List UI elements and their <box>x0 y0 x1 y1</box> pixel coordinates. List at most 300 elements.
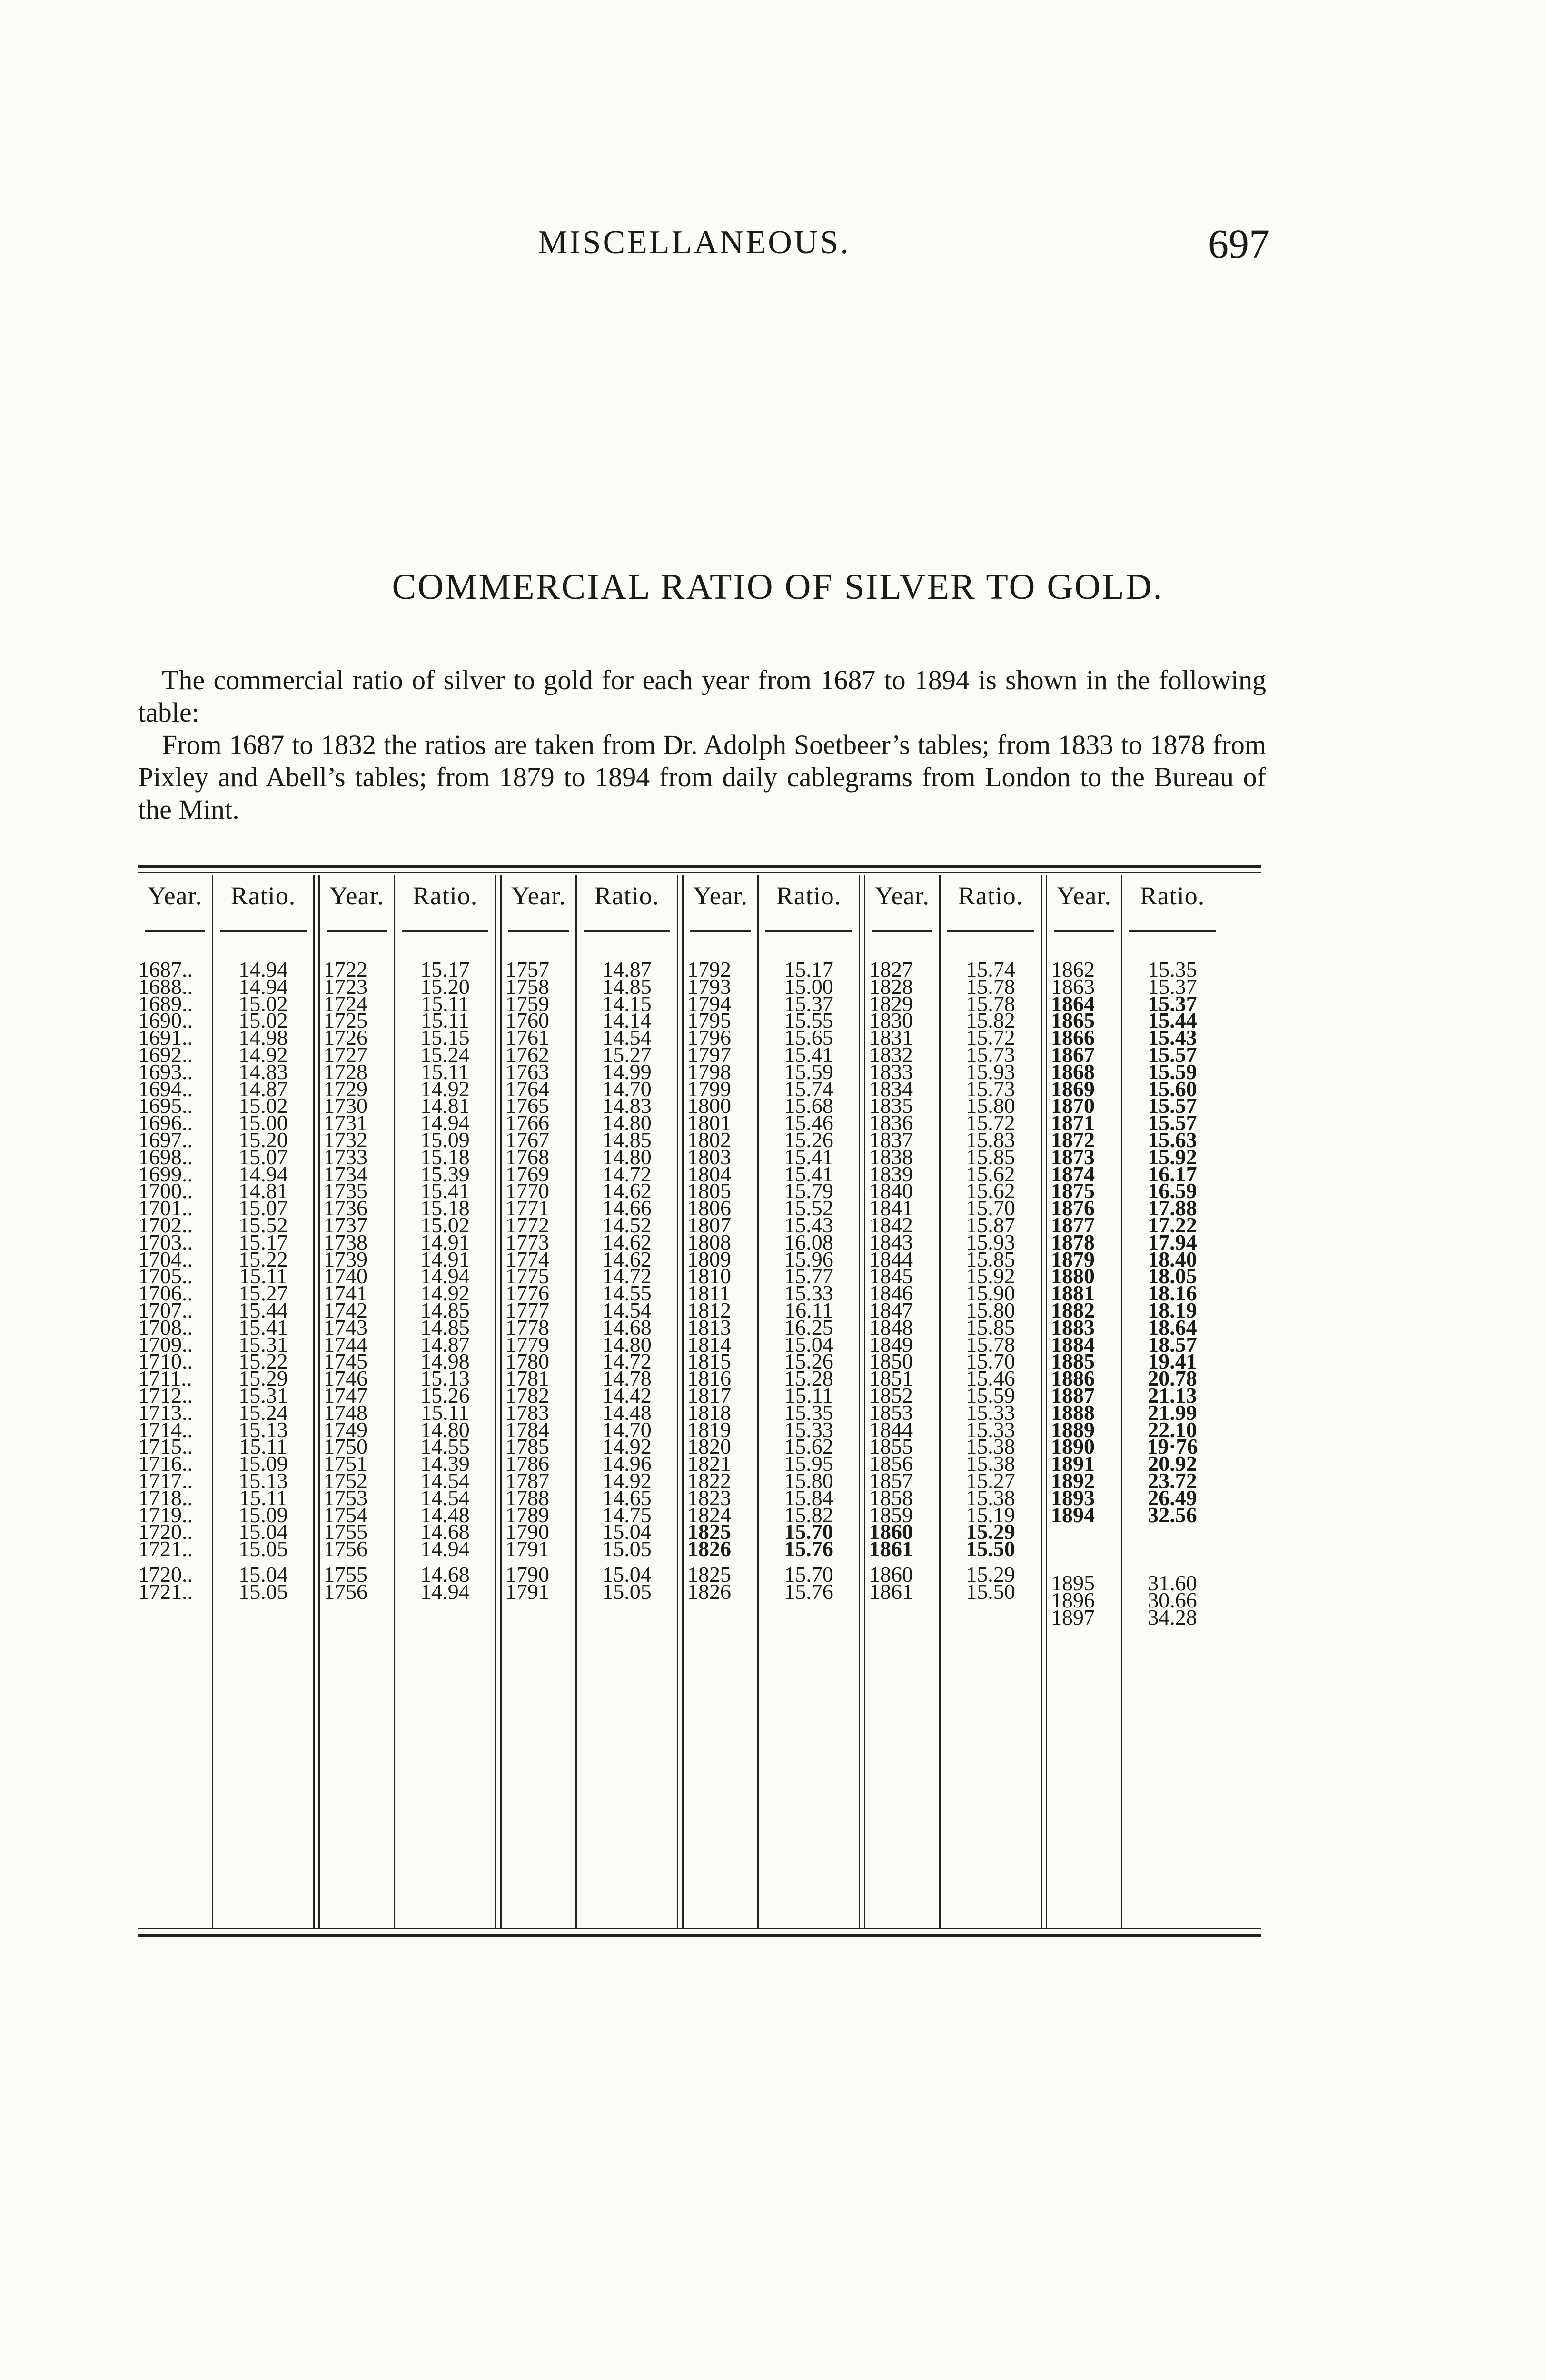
ratio-cell: 15.02 <box>238 1093 288 1118</box>
year-cell: 1796 <box>687 1025 731 1050</box>
ratio-cell: 18.40 <box>1148 1247 1197 1271</box>
ratio-cell: 15.38 <box>966 1434 1015 1459</box>
ratio-cell: 15.85 <box>966 1315 1015 1339</box>
year-cell: 1802 <box>687 1127 731 1152</box>
ratio-cell: 14.62 <box>602 1230 652 1254</box>
ratio-extra-values <box>759 1562 859 1604</box>
year-cell: 1868 <box>1051 1059 1095 1084</box>
ratio-column <box>394 875 495 1928</box>
ratio-cell: 15.15 <box>420 1025 470 1050</box>
ratio-cell: 17.94 <box>1148 1230 1197 1254</box>
ratio-cell: 15.29 <box>238 1366 288 1391</box>
header-underline <box>947 930 1034 932</box>
year-cell: 1704.. <box>138 1247 193 1271</box>
ratio-cell: 15.85 <box>966 1144 1015 1169</box>
year-cell: 1793 <box>687 974 731 999</box>
year-cell: 1741 <box>324 1281 367 1306</box>
ratio-cell: 15.41 <box>784 1161 833 1186</box>
table-bottom-rule-thin <box>138 1928 1261 1929</box>
ratio-values <box>759 957 859 1561</box>
year-cell: 1888 <box>1051 1400 1095 1425</box>
year-cell: 1750 <box>324 1434 367 1459</box>
year-cell: 1886 <box>1051 1366 1095 1391</box>
year-cell: 1758 <box>505 974 549 999</box>
year-cell: 1730 <box>324 1093 367 1118</box>
ratio-cell: 14.94 <box>238 1161 288 1186</box>
intro-paragraph-2: From 1687 to 1832 the ratios are taken from Dr. Adolph Soetbeer’s tables; from 1833 to 1878 from Pixley and Abell’s tables; from 1879 to 1894 from daily cablegrams from London to the Bureau of the Mint. <box>138 729 1266 825</box>
year-cell: 1801 <box>687 1111 731 1135</box>
year-cell: 1776 <box>505 1281 549 1306</box>
year-cell: 1834 <box>869 1076 913 1101</box>
ratio-cell: 15.17 <box>238 1230 288 1254</box>
ratio-cell: 15.17 <box>784 957 833 982</box>
year-cell: 1755 <box>324 1519 367 1544</box>
year-cell: 1711.. <box>138 1366 192 1391</box>
ratio-cell: 15.92 <box>1148 1144 1197 1169</box>
year-cell: 1732 <box>324 1127 367 1152</box>
year-cell: 1805 <box>687 1179 731 1203</box>
ratio-cell: 15.93 <box>966 1059 1015 1084</box>
table-top-rule-thin <box>138 872 1261 873</box>
year-cell: 1706.. <box>138 1281 193 1306</box>
ratio-cell: 15.70 <box>784 1519 833 1544</box>
ratio-cell: 15.31 <box>238 1332 288 1357</box>
ratio-cell: 15.13 <box>238 1417 288 1442</box>
column-group-4 <box>677 875 859 1928</box>
ratio-cell: 15.20 <box>420 974 470 999</box>
year-cell: 1869 <box>1051 1076 1095 1101</box>
year-cell: 1877 <box>1051 1212 1095 1237</box>
ratio-cell: 20.78 <box>1148 1366 1197 1391</box>
year-cell: 1824 <box>687 1502 731 1527</box>
ratio-cell: 15.93 <box>966 1230 1015 1254</box>
ratio-extra-values <box>395 1562 495 1604</box>
year-cell: 1688.. <box>138 974 193 999</box>
year-cell: 1748 <box>324 1400 367 1425</box>
ratio-cell: 14.62 <box>602 1247 652 1271</box>
year-cell: 1719.. <box>138 1502 193 1527</box>
ratio-cell: 14.85 <box>602 1127 652 1152</box>
ratio-cell: 15.57 <box>1148 1093 1197 1118</box>
ratio-extra-values <box>1122 1570 1222 1629</box>
year-cell: 1879 <box>1051 1247 1095 1271</box>
ratio-cell: 14.54 <box>602 1298 652 1322</box>
year-cell: 1806 <box>687 1196 731 1220</box>
year-cell: 1718.. <box>138 1485 193 1510</box>
ratio-cell: 15.13 <box>420 1366 470 1391</box>
ratio-cell: 14.72 <box>602 1349 652 1374</box>
ratio-cell: 15.26 <box>784 1349 833 1374</box>
year-cell: 1687.. <box>138 957 193 982</box>
ratio-cell: 15.41 <box>784 1042 833 1067</box>
ratio-cell: 15.63 <box>1148 1127 1197 1152</box>
ratio-cell: 15.29 <box>966 1519 1015 1544</box>
ratio-cell: 18.64 <box>1148 1315 1197 1339</box>
year-cell: 1705.. <box>138 1264 193 1289</box>
year-cell: 1777 <box>505 1298 549 1322</box>
year-cell: 1774 <box>505 1247 549 1271</box>
year-cell: 1734 <box>324 1161 367 1186</box>
year-column <box>138 875 212 1928</box>
header-underline <box>1054 930 1114 932</box>
year-cell: 1714.. <box>138 1417 193 1442</box>
year-cell: 1804 <box>687 1161 731 1186</box>
ratio-cell: 15.74 <box>966 957 1015 982</box>
ratio-cell: 15.92 <box>966 1264 1015 1289</box>
ratio-cell: 15.35 <box>784 1400 833 1425</box>
year-cell: 1881 <box>1051 1281 1095 1306</box>
ratio-cell: 15.00 <box>238 1111 288 1135</box>
ratio-cell: 15.96 <box>784 1247 833 1271</box>
ratio-cell: 32.56 <box>1148 1502 1197 1527</box>
table-top-rule <box>138 865 1261 868</box>
year-cell: 1839 <box>869 1161 913 1186</box>
ratio-cell: 14.87 <box>602 957 652 982</box>
table-bottom-rule <box>138 1934 1261 1937</box>
ratio-cell: 15.78 <box>966 1332 1015 1357</box>
ratio-cell: 14.15 <box>602 991 652 1016</box>
year-extra-cell: 1861 <box>869 1579 913 1604</box>
ratio-cell: 15.33 <box>784 1417 833 1442</box>
ratio-cell: 15.62 <box>966 1179 1015 1203</box>
year-extra-cell: 1896 <box>1051 1587 1095 1612</box>
year-cell: 1746 <box>324 1366 367 1391</box>
ratio-cell: 15.33 <box>966 1417 1015 1442</box>
ratio-cell: 15.76 <box>784 1537 833 1561</box>
year-cell: 1876 <box>1051 1196 1095 1220</box>
ratio-cell: 17.22 <box>1148 1212 1197 1237</box>
ratio-cell: 14.80 <box>602 1332 652 1357</box>
year-cell: 1769 <box>505 1161 549 1186</box>
ratio-extra-cell: 31.60 <box>1148 1570 1197 1595</box>
ratio-cell: 19.41 <box>1148 1349 1197 1374</box>
ratio-extra-cell: 15.29 <box>966 1562 1015 1587</box>
ratio-cell: 15.02 <box>238 991 288 1016</box>
year-cell: 1723 <box>324 974 367 999</box>
ratio-cell: 15.80 <box>966 1093 1015 1118</box>
ratio-cell: 18.05 <box>1148 1264 1197 1289</box>
year-extra-cell: 1825 <box>687 1562 731 1587</box>
column-group-5 <box>859 875 1041 1928</box>
ratio-cell: 15.11 <box>421 1400 469 1425</box>
year-cell: 1739 <box>324 1247 367 1271</box>
year-cell: 1728 <box>324 1059 367 1084</box>
year-cell: 1782 <box>505 1383 549 1408</box>
year-cell: 1803 <box>687 1144 731 1169</box>
ratio-cell: 14.65 <box>602 1485 652 1510</box>
ratio-cell: 15.55 <box>784 1008 833 1033</box>
ratio-cell: 15.27 <box>602 1042 652 1067</box>
ratio-cell: 14.94 <box>420 1264 470 1289</box>
ratio-cell: 14.81 <box>238 1179 288 1203</box>
ratio-cell: 15.59 <box>966 1383 1015 1408</box>
year-cell: 1721.. <box>138 1537 193 1561</box>
ratio-cell: 20.92 <box>1148 1451 1197 1476</box>
ratio-header: Ratio. <box>230 882 296 910</box>
ratio-cell: 14.75 <box>602 1502 652 1527</box>
year-cell: 1840 <box>869 1179 913 1203</box>
year-cell: 1770 <box>505 1179 549 1203</box>
ratio-cell: 14.94 <box>420 1111 470 1135</box>
ratio-cell: 15.43 <box>1148 1025 1197 1050</box>
year-cell: 1772 <box>505 1212 549 1237</box>
year-cell: 1780 <box>505 1349 549 1374</box>
year-extra-cell: 1860 <box>869 1562 913 1587</box>
ratio-cell: 15.33 <box>966 1400 1015 1425</box>
header-underline <box>402 930 488 932</box>
ratio-cell: 15.87 <box>966 1212 1015 1237</box>
ratio-cell: 15.80 <box>784 1468 833 1493</box>
year-cell: 1819 <box>687 1417 731 1442</box>
year-cell: 1788 <box>505 1485 549 1510</box>
year-cell: 1745 <box>324 1349 367 1374</box>
year-cell: 1702.. <box>138 1212 193 1237</box>
year-cell: 1799 <box>687 1076 731 1101</box>
year-extra-values <box>320 1562 394 1604</box>
ratio-cell: 15.90 <box>966 1281 1015 1306</box>
year-cell: 1740 <box>324 1264 367 1289</box>
year-cell: 1697.. <box>138 1127 193 1152</box>
ratio-cell: 14.87 <box>420 1332 470 1357</box>
year-cell: 1784 <box>505 1417 549 1442</box>
year-cell: 1781 <box>505 1366 549 1391</box>
column-group-2 <box>313 875 495 1928</box>
year-cell: 1850 <box>869 1349 913 1374</box>
ratio-cell: 15.24 <box>238 1400 288 1425</box>
year-extra-values <box>138 1562 212 1604</box>
ratio-cell: 15.22 <box>238 1247 288 1271</box>
year-header: Year. <box>329 882 385 910</box>
ratio-cell: 16.17 <box>1148 1161 1197 1186</box>
ratio-cell: 15.70 <box>966 1349 1015 1374</box>
year-column <box>318 875 394 1928</box>
year-column <box>682 875 757 1928</box>
year-cell: 1692.. <box>138 1042 193 1067</box>
ratio-cell: 15.18 <box>420 1144 470 1169</box>
ratio-values <box>395 957 495 1561</box>
ratio-cell: 14.55 <box>602 1281 652 1306</box>
ratio-cell: 15.78 <box>966 991 1015 1016</box>
ratio-cell: 15.59 <box>784 1059 833 1084</box>
ratio-column <box>212 875 313 1928</box>
year-cell: 1807 <box>687 1212 731 1237</box>
ratio-extra-cell: 15.05 <box>238 1579 288 1604</box>
ratio-cell: 15.27 <box>238 1281 288 1306</box>
ratio-cell: 14.92 <box>238 1042 288 1067</box>
year-cell: 1816 <box>687 1366 731 1391</box>
year-cell: 1849 <box>869 1332 913 1357</box>
ratio-column <box>575 875 677 1928</box>
ratio-cell: 15.41 <box>238 1315 288 1339</box>
year-cell: 1698.. <box>138 1144 193 1169</box>
year-cell: 1699.. <box>138 1161 193 1186</box>
year-cell: 1756 <box>324 1537 367 1561</box>
year-cell: 1821 <box>687 1451 731 1476</box>
year-cell: 1883 <box>1051 1315 1095 1339</box>
ratio-values <box>941 957 1041 1561</box>
ratio-cell: 14.80 <box>602 1111 652 1135</box>
year-values <box>502 957 575 1561</box>
ratio-cell: 15.60 <box>1148 1076 1197 1101</box>
column-group-1 <box>138 875 313 1928</box>
ratio-extra-cell: 15.05 <box>602 1579 652 1604</box>
ratio-cell: 15.83 <box>966 1127 1015 1152</box>
year-cell: 1844 <box>869 1247 913 1271</box>
intro-paragraph-1: The commercial ratio of silver to gold for each year from 1687 to 1894 is shown in the following table: <box>138 664 1266 728</box>
year-extra-cell: 1755 <box>324 1562 367 1587</box>
ratio-cell: 14.48 <box>602 1400 652 1425</box>
ratio-extra-cell: 34.28 <box>1148 1605 1197 1629</box>
ratio-cell: 15.57 <box>1148 1111 1197 1135</box>
year-cell: 1855 <box>869 1434 913 1459</box>
ratio-cell: 15.33 <box>784 1281 833 1306</box>
ratio-cell: 15.38 <box>966 1485 1015 1510</box>
year-cell: 1814 <box>687 1332 731 1357</box>
year-extra-cell: 1791 <box>505 1579 549 1604</box>
ratio-cell: 14.92 <box>420 1076 470 1101</box>
ratio-cell: 15.05 <box>602 1537 652 1561</box>
year-cell: 1832 <box>869 1042 913 1067</box>
year-cell: 1765 <box>505 1093 549 1118</box>
year-values <box>138 957 212 1561</box>
year-cell: 1752 <box>324 1468 367 1493</box>
year-extra-cell: 1895 <box>1051 1570 1095 1595</box>
ratio-cell: 15.07 <box>238 1144 288 1169</box>
year-cell: 1859 <box>869 1502 913 1527</box>
year-cell: 1708.. <box>138 1315 193 1339</box>
ratio-cell: 14.14 <box>602 1008 652 1033</box>
year-cell: 1889 <box>1051 1417 1095 1442</box>
header-underline <box>327 930 387 932</box>
year-cell: 1893 <box>1051 1485 1095 1510</box>
ratio-cell: 14.68 <box>602 1315 652 1339</box>
ratio-cell: 14.52 <box>602 1212 652 1237</box>
header-underline <box>220 930 307 932</box>
ratio-cell: 15.82 <box>784 1502 833 1527</box>
ratio-cell: 15.09 <box>420 1127 470 1152</box>
ratio-extra-cell: 14.94 <box>420 1579 470 1604</box>
ratio-cell: 15.41 <box>784 1144 833 1169</box>
header-underline <box>508 930 569 932</box>
year-cell: 1763 <box>505 1059 549 1084</box>
ratio-cell: 15.59 <box>1148 1059 1197 1084</box>
ratio-cell: 15.24 <box>420 1042 470 1067</box>
ratio-cell: 15.11 <box>239 1485 287 1510</box>
year-cell: 1815 <box>687 1349 731 1374</box>
ratio-cell: 15.13 <box>238 1468 288 1493</box>
year-cell: 1712.. <box>138 1383 193 1408</box>
ratio-table <box>138 875 1261 1928</box>
year-cell: 1717.. <box>138 1468 193 1493</box>
ratio-values <box>1122 957 1222 1527</box>
year-extra-cell: 1720.. <box>138 1562 193 1587</box>
year-cell: 1830 <box>869 1008 913 1033</box>
ratio-extra-cell: 15.50 <box>966 1579 1015 1604</box>
ratio-cell: 14.78 <box>602 1366 652 1391</box>
ratio-cell: 15.27 <box>966 1468 1015 1493</box>
ratio-cell: 15.37 <box>1148 974 1197 999</box>
ratio-cell: 14.62 <box>602 1179 652 1203</box>
year-cell: 1845 <box>869 1264 913 1289</box>
ratio-cell: 18.16 <box>1148 1281 1197 1306</box>
year-cell: 1890 <box>1051 1434 1095 1459</box>
year-extra-cell: 1790 <box>505 1562 549 1587</box>
year-cell: 1735 <box>324 1179 367 1203</box>
ratio-cell: 15.05 <box>238 1537 288 1561</box>
ratio-extra-cell: 30.66 <box>1148 1587 1197 1612</box>
year-column <box>500 875 575 1928</box>
header-underline <box>584 930 670 932</box>
ratio-cell: 15.02 <box>420 1212 470 1237</box>
ratio-cell: 17.88 <box>1148 1196 1197 1220</box>
year-header: Year. <box>693 882 748 910</box>
header-underline <box>1129 930 1216 932</box>
year-cell: 1751 <box>324 1451 367 1476</box>
ratio-cell: 15.44 <box>1148 1008 1197 1033</box>
ratio-cell: 15.46 <box>784 1111 833 1135</box>
ratio-cell: 15.11 <box>239 1434 287 1459</box>
page-title: COMMERCIAL RATIO OF SILVER TO GOLD. <box>392 567 1164 607</box>
ratio-column <box>939 875 1041 1928</box>
ratio-cell: 14.85 <box>420 1315 470 1339</box>
year-cell: 1764 <box>505 1076 549 1101</box>
year-cell: 1831 <box>869 1025 913 1050</box>
year-cell: 1882 <box>1051 1298 1095 1322</box>
ratio-cell: 14.54 <box>420 1468 470 1493</box>
year-cell: 1742 <box>324 1298 367 1322</box>
ratio-cell: 14.92 <box>420 1281 470 1306</box>
year-cell: 1894 <box>1051 1502 1095 1527</box>
ratio-cell: 15.52 <box>784 1196 833 1220</box>
year-cell: 1767 <box>505 1127 549 1152</box>
ratio-cell: 15.26 <box>420 1383 470 1408</box>
year-cell: 1779 <box>505 1332 549 1357</box>
ratio-cell: 14.92 <box>602 1434 652 1459</box>
year-cell: 1789 <box>505 1502 549 1527</box>
year-cell: 1689.. <box>138 991 193 1016</box>
year-cell: 1809 <box>687 1247 731 1271</box>
ratio-cell: 14.54 <box>420 1485 470 1510</box>
year-values <box>865 957 939 1561</box>
ratio-cell: 19·76 <box>1147 1434 1198 1459</box>
ratio-cell: 15.77 <box>784 1264 833 1289</box>
ratio-cell: 21.13 <box>1148 1383 1197 1408</box>
ratio-cell: 16.25 <box>784 1315 833 1339</box>
year-cell: 1760 <box>505 1008 549 1033</box>
year-cell: 1857 <box>869 1468 913 1493</box>
ratio-cell: 14.72 <box>602 1161 652 1186</box>
ratio-cell: 22.10 <box>1148 1417 1197 1442</box>
year-values <box>320 957 394 1561</box>
ratio-extra-cell: 15.04 <box>238 1562 288 1587</box>
ratio-cell: 15.04 <box>784 1332 833 1357</box>
ratio-cell: 14.39 <box>420 1451 470 1476</box>
year-cell: 1753 <box>324 1485 367 1510</box>
year-cell: 1691.. <box>138 1025 193 1050</box>
year-cell: 1773 <box>505 1230 549 1254</box>
year-cell: 1693.. <box>138 1059 193 1084</box>
year-cell: 1797 <box>687 1042 731 1067</box>
year-cell: 1865 <box>1051 1008 1095 1033</box>
year-cell: 1847 <box>869 1298 913 1322</box>
ratio-cell: 14.94 <box>420 1537 470 1561</box>
year-cell: 1710.. <box>138 1349 193 1374</box>
ratio-cell: 15.43 <box>784 1212 833 1237</box>
ratio-cell: 14.83 <box>602 1093 652 1118</box>
year-cell: 1846 <box>869 1281 913 1306</box>
ratio-cell: 14.92 <box>602 1468 652 1493</box>
header-underline <box>765 930 852 932</box>
